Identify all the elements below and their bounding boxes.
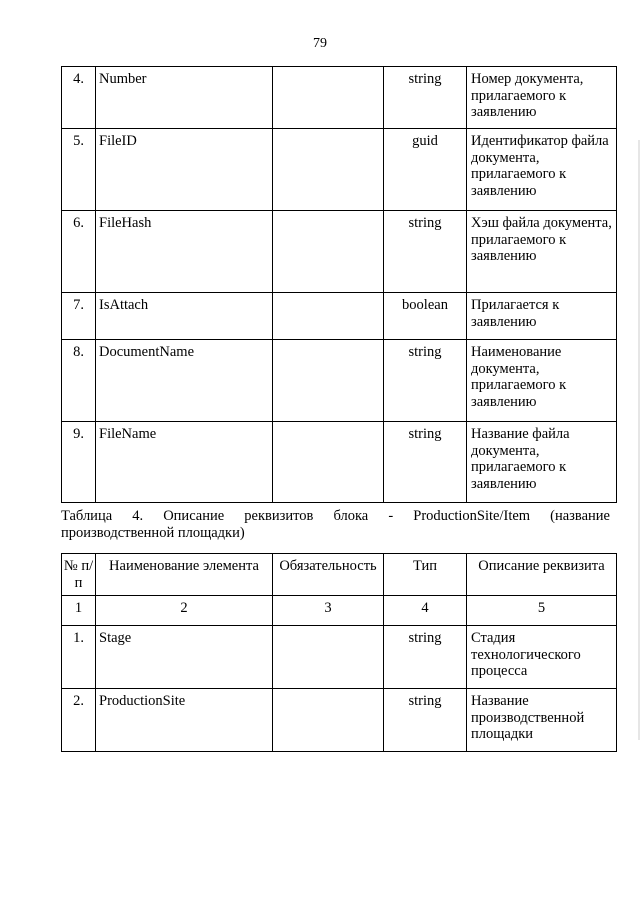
required-cell	[273, 211, 384, 293]
caption-word: (название	[550, 508, 610, 524]
element-name: IsAttach	[96, 293, 273, 340]
caption-word: ProductionSite/Item	[413, 508, 531, 524]
element-name: Number	[96, 67, 273, 129]
table-row	[62, 422, 617, 503]
type-cell: string	[384, 67, 467, 129]
column-number: 4	[384, 596, 467, 626]
description-cell: Стадия технологического процесса	[467, 626, 617, 689]
description-cell: Прилагается к заявлению	[467, 293, 617, 340]
type-cell: guid	[384, 129, 467, 211]
table-row	[62, 129, 617, 211]
row-number: 9.	[62, 422, 96, 503]
required-cell	[273, 422, 384, 503]
table-row	[62, 293, 617, 340]
row-number: 7.	[62, 293, 96, 340]
table-row	[62, 211, 617, 293]
column-number: 1	[62, 596, 96, 626]
table-caption	[61, 508, 610, 542]
type-cell: string	[384, 340, 467, 422]
description-cell: Идентификатор файла документа, прилагаемого к заявлению	[467, 129, 617, 211]
column-number: 3	[273, 596, 384, 626]
header-name: Наименование элемента	[96, 554, 273, 596]
table-row	[62, 689, 617, 752]
caption-line-2: производственной площадки)	[61, 525, 245, 541]
header-row	[62, 554, 617, 596]
element-name: DocumentName	[96, 340, 273, 422]
column-number-row	[62, 596, 617, 626]
row-number: 6.	[62, 211, 96, 293]
element-name: FileName	[96, 422, 273, 503]
element-name: FileID	[96, 129, 273, 211]
column-number: 5	[467, 596, 617, 626]
row-number: 4.	[62, 67, 96, 129]
type-cell: string	[384, 689, 467, 752]
table-row	[62, 67, 617, 129]
header-num: № п/п	[62, 554, 96, 596]
caption-word: 4.	[132, 508, 144, 524]
caption-word: Таблица	[61, 508, 113, 524]
row-number: 8.	[62, 340, 96, 422]
required-cell	[273, 293, 384, 340]
row-number: 2.	[62, 689, 96, 752]
description-cell: Наименование документа, прилагаемого к заявлению	[467, 340, 617, 422]
caption-word: -	[388, 508, 394, 524]
table-row	[62, 340, 617, 422]
header-type: Тип	[384, 554, 467, 596]
description-cell: Название файла документа, прилагаемого к заявлению	[467, 422, 617, 503]
required-cell	[273, 129, 384, 211]
row-number: 1.	[62, 626, 96, 689]
column-number: 2	[96, 596, 273, 626]
production-site-table	[61, 553, 617, 752]
required-cell	[273, 67, 384, 129]
element-name: ProductionSite	[96, 689, 273, 752]
description-cell: Название производственной площадки	[467, 689, 617, 752]
caption-line-1	[61, 508, 610, 525]
description-cell: Номер документа, прилагаемого к заявлению	[467, 67, 617, 129]
element-name: Stage	[96, 626, 273, 689]
header-required: Обязательность	[273, 554, 384, 596]
caption-word: Описание	[163, 508, 225, 524]
table-row	[62, 626, 617, 689]
page-number: 79	[313, 36, 327, 51]
caption-word: реквизитов	[244, 508, 314, 524]
type-cell: string	[384, 626, 467, 689]
description-cell: Хэш файла документа, прилагаемого к заявлению	[467, 211, 617, 293]
type-cell: boolean	[384, 293, 467, 340]
requisites-table-continued	[61, 66, 617, 503]
type-cell: string	[384, 422, 467, 503]
required-cell	[273, 689, 384, 752]
element-name: FileHash	[96, 211, 273, 293]
type-cell: string	[384, 211, 467, 293]
caption-word: блока	[333, 508, 369, 524]
header-description: Описание реквизита	[467, 554, 617, 596]
row-number: 5.	[62, 129, 96, 211]
required-cell	[273, 340, 384, 422]
required-cell	[273, 626, 384, 689]
